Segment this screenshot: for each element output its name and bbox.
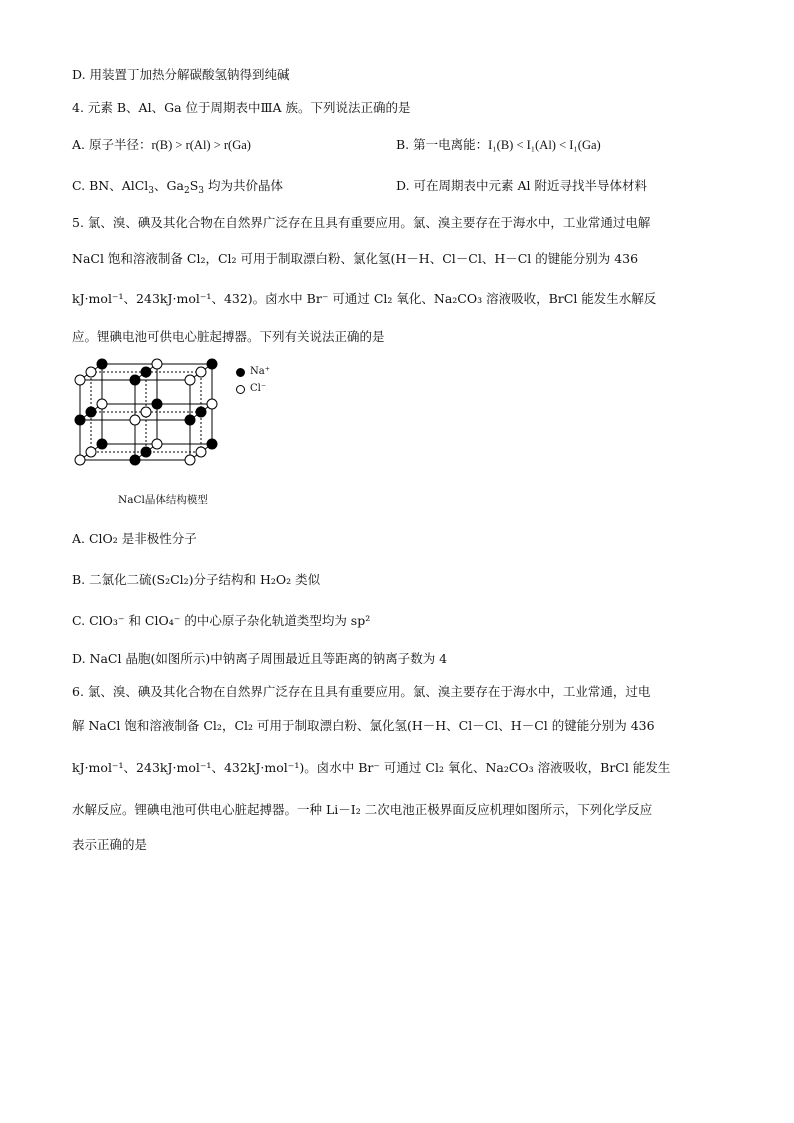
q6-line-3: kJ·mol⁻¹、243kJ·mol⁻¹、432kJ·mol⁻¹)。卤水中 Br⁻ 可通过 Cl₂ 氧化、Na₂CO₃ 溶液吸收，BrCl 能发生 xyxy=(72,760,671,775)
q5-line-4: 应。锂碘电池可供电心脏起搏器。下列有关说法正确的是 xyxy=(72,329,385,344)
q4-option-b-expr: I₁(B) < I₁(Al) < I₁(Ga) xyxy=(488,138,601,152)
q6-line-1: 6. 氯、溴、碘及其化合物在自然界广泛存在且具有重要应用。氯、溴主要存在于海水中，工业常通，过电 xyxy=(72,684,651,699)
nacl-crystal-figure xyxy=(72,352,222,482)
q5-line-1: 5. 氯、溴、碘及其化合物在自然界广泛存在且具有重要应用。氯、溴主要存在于海水中，工业常通过电解 xyxy=(72,215,651,230)
q5-option-b: B. 二氯化二硫(S₂Cl₂)分子结构和 H₂O₂ 类似 xyxy=(72,572,321,587)
q4-stem: 4. 元素 B、Al、Ga 位于周期表中ⅢA 族。下列说法正确的是 xyxy=(72,100,411,115)
q4-option-c-sub: 3 xyxy=(148,186,155,196)
q4-option-a xyxy=(72,136,251,154)
legend-na-dot xyxy=(236,368,245,377)
q4-option-c-part: C. BN、AlCl xyxy=(72,178,149,193)
q5-option-c: C. ClO₃⁻ 和 ClO₄⁻ 的中心原子杂化轨道类型均为 sp² xyxy=(72,613,371,628)
q4-option-a-expr: r(B) > r(Al) > r(Ga) xyxy=(151,138,251,152)
q6-line-2: 解 NaCl 饱和溶液制备 Cl₂，Cl₂ 可用于制取漂白粉、氯化氢(H－H、Cl－Cl、H－Cl 的键能分别为 436 xyxy=(72,718,655,733)
q4-option-b-label: B. 第一电离能： xyxy=(396,137,489,152)
q5-option-a: A. ClO₂ 是非极性分子 xyxy=(72,531,197,546)
q4-option-d: D. 可在周期表中元素 Al 附近寻找半导体材料 xyxy=(396,178,647,193)
q5-option-d: D. NaCl 晶胞(如图所示)中钠离子周围最近且等距离的钠离子数为 4 xyxy=(72,651,448,666)
q4-option-c-part: 均为共价晶体 xyxy=(204,178,283,193)
legend-cl-dot xyxy=(236,385,245,394)
figure-caption: NaCl晶体结构模型 xyxy=(118,494,208,506)
q6-line-4: 水解反应。锂碘电池可供电心脏起搏器。一种 Li－I₂ 二次电池正极界面反应机理如图所示，下列化学反应 xyxy=(72,802,653,817)
q3-option-d: D. 用装置丁加热分解碳酸氢钠得到纯碱 xyxy=(72,67,290,82)
ions xyxy=(75,359,217,465)
q4-option-c-part: 、Ga xyxy=(154,178,184,193)
q6-line-5: 表示正确的是 xyxy=(72,837,148,852)
q5-line-2: NaCl 饱和溶液制备 Cl₂，Cl₂ 可用于制取漂白粉、氯化氢(H－H、Cl－Cl、H－Cl 的键能分别为 436 xyxy=(72,251,639,266)
q4-option-a-label: A. 原子半径： xyxy=(72,137,152,152)
q5-line-3: kJ·mol⁻¹、243kJ·mol⁻¹、432)。卤水中 Br⁻ 可通过 Cl₂ 氧化、Na₂CO₃ 溶液吸收，BrCl 能发生水解反 xyxy=(72,291,657,306)
q4-option-c-sub: 3 xyxy=(198,186,205,196)
q4-option-c-sub: 2 xyxy=(183,186,190,196)
legend-cl-label: Cl⁻ xyxy=(250,383,267,394)
q4-option-c xyxy=(72,177,283,200)
q4-option-b xyxy=(396,136,601,154)
legend-na-label: Na⁺ xyxy=(250,366,270,377)
q4-option-c-part: S xyxy=(189,178,199,193)
